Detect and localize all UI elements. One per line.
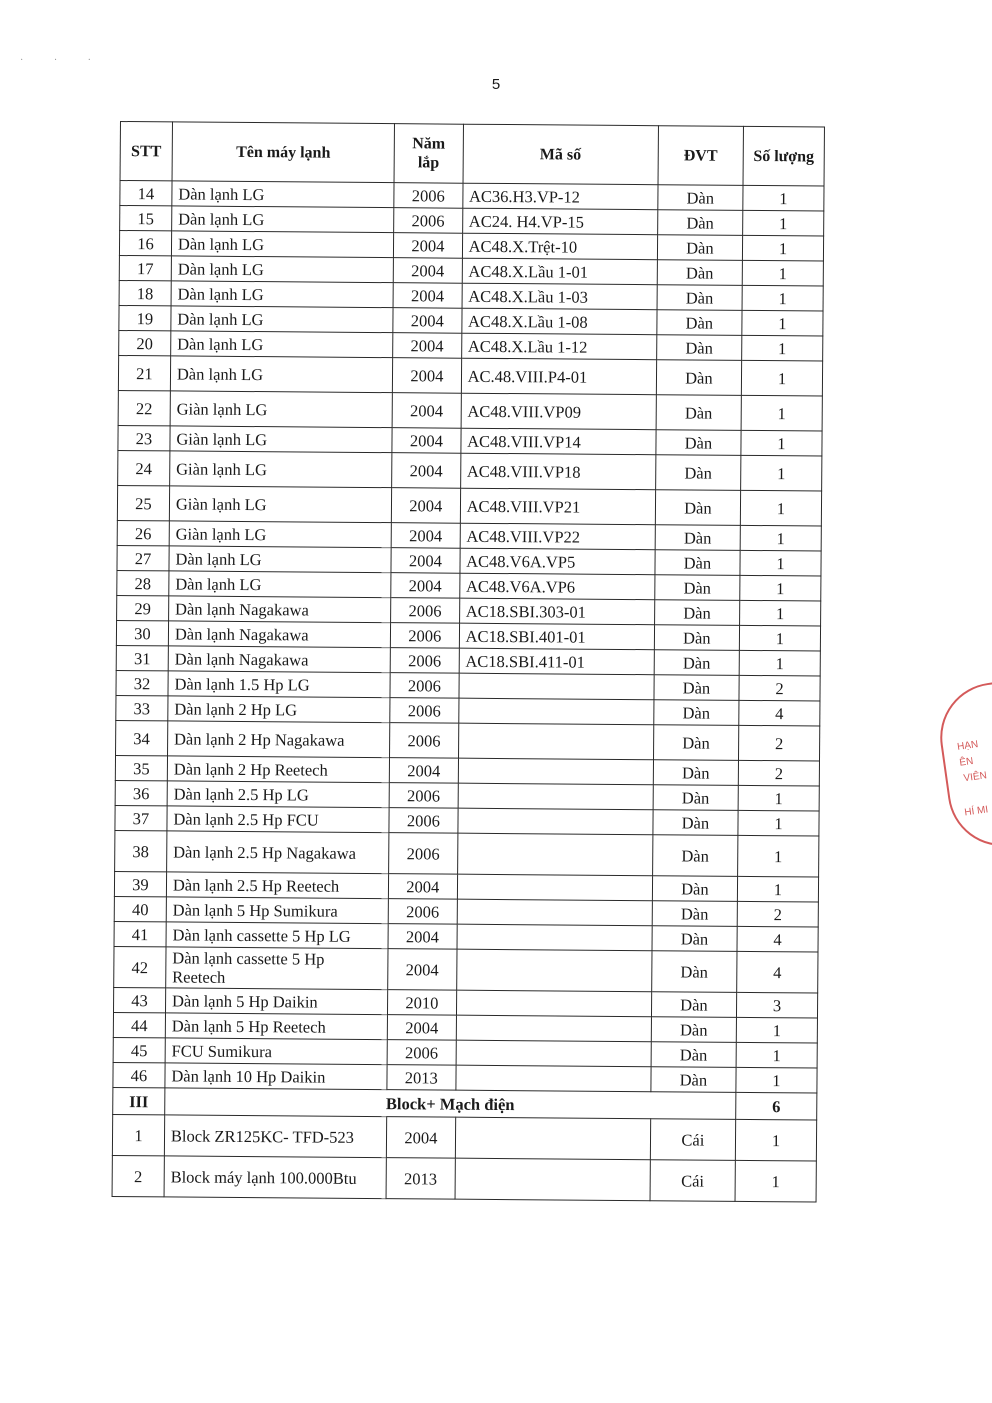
cell-name: Dàn lạnh LG xyxy=(169,571,391,598)
cell-name: Dàn lạnh 2.5 Hp Reetech xyxy=(166,872,388,899)
table-row xyxy=(112,1114,816,1161)
cell-unit: Dàn xyxy=(656,395,741,431)
cell-qty: 1 xyxy=(739,650,820,676)
cell-year: 2004 xyxy=(388,924,457,950)
header-name: Tên máy lạnh xyxy=(172,122,395,183)
cell-name: Dàn lạnh 2 Hp Reetech xyxy=(167,756,389,783)
cell-qty: 1 xyxy=(742,260,823,286)
cell-stt: 32 xyxy=(116,670,168,695)
cell-year: 2006 xyxy=(394,208,463,234)
cell-year: 2013 xyxy=(386,1158,455,1200)
cell-unit: Dàn xyxy=(652,901,737,927)
cell-code xyxy=(458,783,653,810)
cell-unit: Dàn xyxy=(652,951,737,993)
cell-name: Dàn lạnh LG xyxy=(171,331,393,358)
cell-stt: 24 xyxy=(118,450,170,485)
cell-qty: 1 xyxy=(741,395,822,431)
cell-name: Block máy lạnh 100.000Btu xyxy=(164,1156,387,1199)
cell-code: AC18.SBI.303-01 xyxy=(459,598,654,625)
cell-qty: 1 xyxy=(743,210,824,236)
cell-unit: Dàn xyxy=(657,285,742,311)
cell-qty: 1 xyxy=(738,835,819,877)
section-roman: III xyxy=(113,1087,165,1114)
cell-unit: Dàn xyxy=(651,1067,736,1093)
cell-stt: 40 xyxy=(114,896,166,921)
cell-code xyxy=(457,874,652,901)
cell-code xyxy=(458,698,653,725)
cell-code xyxy=(458,808,653,835)
cell-stt: 28 xyxy=(117,570,169,595)
cell-qty: 1 xyxy=(735,1119,816,1161)
cell-qty: 1 xyxy=(741,455,822,491)
cell-year: 2004 xyxy=(393,308,462,334)
cell-qty: 1 xyxy=(736,1017,817,1043)
cell-qty: 1 xyxy=(740,575,821,601)
section-title: Block+ Mạch điện xyxy=(165,1088,736,1119)
table-body xyxy=(113,181,824,1094)
cell-qty: 4 xyxy=(737,926,818,952)
cell-unit: Cái xyxy=(650,1119,735,1161)
cell-unit: Dàn xyxy=(653,725,738,761)
cell-name: Giàn lạnh LG xyxy=(170,451,392,488)
cell-stt: 26 xyxy=(117,520,169,545)
cell-code xyxy=(459,673,654,700)
cell-year: 2004 xyxy=(391,488,460,524)
cell-stt: 14 xyxy=(120,181,172,206)
cell-year: 2006 xyxy=(390,623,459,649)
cell-stt: 33 xyxy=(116,695,168,720)
cell-year: 2006 xyxy=(389,833,458,875)
cell-stt: 39 xyxy=(114,871,166,896)
cell-name: FCU Sumikura xyxy=(165,1038,387,1065)
cell-qty: 1 xyxy=(740,490,821,526)
cell-qty: 1 xyxy=(740,600,821,626)
cell-code xyxy=(456,990,651,1017)
cell-unit: Dàn xyxy=(654,600,739,626)
cell-year: 2006 xyxy=(387,1040,456,1066)
cell-unit: Cái xyxy=(650,1160,735,1202)
cell-name: Dàn lạnh LG xyxy=(171,306,393,333)
cell-year: 2004 xyxy=(392,453,461,489)
table-row xyxy=(118,450,822,491)
cell-name: Dàn lạnh 2.5 Hp Nagakawa xyxy=(167,831,390,874)
cell-code xyxy=(456,1015,651,1042)
cell-stt: 21 xyxy=(118,355,170,390)
cell-stt: 30 xyxy=(116,620,168,645)
cell-unit: Dàn xyxy=(654,650,739,676)
cell-year: 2004 xyxy=(394,233,463,259)
cell-stt: 36 xyxy=(115,780,167,805)
cell-name: Dàn lạnh LG xyxy=(169,546,391,573)
header-qty: Số lượng xyxy=(743,126,824,186)
red-seal-stamp xyxy=(933,675,992,853)
cell-code: AC48.X.Lầu 1-12 xyxy=(461,333,656,360)
table-row xyxy=(116,720,820,761)
table-row xyxy=(118,390,822,431)
cell-year: 2004 xyxy=(391,523,460,549)
cell-qty: 4 xyxy=(739,700,820,726)
cell-code: AC48.VIII.VP14 xyxy=(461,428,656,455)
table-row xyxy=(118,355,822,396)
cell-year: 2006 xyxy=(394,183,463,209)
cell-stt: 18 xyxy=(119,280,171,305)
cell-name: Dàn lạnh LG xyxy=(170,356,392,393)
cell-name: Dàn lạnh 2.5 Hp LG xyxy=(167,781,389,808)
cell-code: AC48.V6A.VP5 xyxy=(460,548,655,575)
cell-unit: Dàn xyxy=(653,760,738,786)
cell-qty: 2 xyxy=(737,901,818,927)
cell-stt: 22 xyxy=(118,390,170,425)
cell-stt: 38 xyxy=(115,830,167,871)
cell-year: 2004 xyxy=(391,548,460,574)
table-row xyxy=(112,1155,816,1202)
cell-stt: 17 xyxy=(119,255,171,280)
cell-stt: 1 xyxy=(112,1114,164,1155)
cell-unit: Dàn xyxy=(652,926,737,952)
cell-name: Dàn lạnh LG xyxy=(172,206,394,233)
cell-name: Dàn lạnh Nagakawa xyxy=(168,596,390,623)
cell-stt: 27 xyxy=(117,545,169,570)
cell-code: AC48.V6A.VP6 xyxy=(459,573,654,600)
stamp-text: ÊN xyxy=(958,755,975,769)
cell-unit: Dàn xyxy=(652,876,737,902)
cell-code: AC48.X.Lầu 1-01 xyxy=(462,258,657,285)
header-code: Mã số xyxy=(463,124,659,185)
cell-year: 2004 xyxy=(388,949,457,991)
page-number: 5 xyxy=(491,76,501,93)
cell-code xyxy=(456,949,652,992)
cell-year: 2004 xyxy=(392,358,461,394)
cell-name: Dàn lạnh LG xyxy=(171,231,393,258)
cell-year: 2006 xyxy=(390,723,459,759)
cell-name: Dàn lạnh cassette 5 Hp LG xyxy=(166,922,388,949)
cell-qty: 1 xyxy=(736,1042,817,1068)
table-row xyxy=(117,485,821,526)
cell-unit: Dàn xyxy=(657,310,742,336)
cell-name: Dàn lạnh 2 Hp LG xyxy=(168,696,390,723)
cell-qty: 1 xyxy=(742,285,823,311)
cell-unit: Dàn xyxy=(657,235,742,261)
cell-name: Dàn lạnh LG xyxy=(172,181,394,208)
cell-unit: Dàn xyxy=(656,430,741,456)
cell-unit: Dàn xyxy=(654,625,739,651)
scan-specks: · · · xyxy=(20,55,105,66)
cell-name: Dàn lạnh Nagakawa xyxy=(168,621,390,648)
cell-year: 2004 xyxy=(389,758,458,784)
cell-year: 2004 xyxy=(392,428,461,454)
cell-name: Dàn lạnh 5 Hp Sumikura xyxy=(166,897,388,924)
cell-year: 2004 xyxy=(392,393,461,429)
cell-code: AC.48.VIII.P4-01 xyxy=(461,358,656,395)
cell-qty: 2 xyxy=(738,725,819,761)
cell-qty: 1 xyxy=(736,1067,817,1093)
cell-year: 2006 xyxy=(391,598,460,624)
cell-qty: 1 xyxy=(738,785,819,811)
cell-qty: 1 xyxy=(742,335,823,361)
cell-name: Dàn lạnh 5 Hp Reetech xyxy=(165,1013,387,1040)
cell-stt: 45 xyxy=(113,1037,165,1062)
cell-name: Dàn lạnh LG xyxy=(171,256,393,283)
cell-qty: 1 xyxy=(743,185,824,211)
cell-qty: 1 xyxy=(742,235,823,261)
table-header-row xyxy=(120,122,824,187)
stamp-text: HÍ MI xyxy=(963,804,989,819)
cell-qty: 4 xyxy=(737,951,818,993)
cell-code: AC48.VIII.VP18 xyxy=(460,453,655,490)
header-year: Năm lắp xyxy=(394,124,463,184)
cell-stt: 43 xyxy=(113,987,165,1012)
cell-stt: 29 xyxy=(117,595,169,620)
header-stt: STT xyxy=(120,122,172,181)
cell-code xyxy=(455,1158,651,1201)
cell-code: AC36.H3.VP-12 xyxy=(462,183,657,210)
cell-name: Giàn lạnh LG xyxy=(170,426,392,453)
stamp-text: VIÊN xyxy=(962,770,988,785)
cell-year: 2004 xyxy=(393,333,462,359)
cell-stt: 16 xyxy=(119,231,171,256)
cell-year: 2013 xyxy=(387,1065,456,1091)
cell-year: 2004 xyxy=(391,573,460,599)
cell-year: 2004 xyxy=(393,283,462,309)
cell-qty: 3 xyxy=(736,992,817,1018)
cell-unit: Dàn xyxy=(657,210,742,236)
cell-unit: Dàn xyxy=(655,490,740,526)
air-conditioner-inventory-table xyxy=(112,121,825,1203)
cell-code: AC18.SBI.411-01 xyxy=(459,648,654,675)
cell-qty: 2 xyxy=(738,760,819,786)
cell-unit: Dàn xyxy=(655,575,740,601)
cell-code xyxy=(455,1117,651,1160)
cell-name: Giàn lạnh LG xyxy=(169,486,391,523)
cell-code: AC48.X.Lầu 1-03 xyxy=(462,283,657,310)
cell-name: Dàn lạnh 2 Hp Nagakawa xyxy=(167,721,389,758)
cell-stt: 31 xyxy=(116,645,168,670)
stamp-text: HẠN xyxy=(956,739,979,753)
cell-code: AC48.VIII.VP21 xyxy=(460,488,655,525)
cell-year: 2004 xyxy=(387,1015,456,1041)
cell-unit: Dàn xyxy=(655,550,740,576)
table-row xyxy=(115,830,819,877)
cell-year: 2004 xyxy=(393,258,462,284)
cell-name: Dàn lạnh 5 Hp Daikin xyxy=(165,988,387,1015)
cell-code xyxy=(456,1065,651,1092)
cell-name: Dàn lạnh LG xyxy=(171,281,393,308)
section-total: 6 xyxy=(736,1092,817,1120)
cell-qty: 1 xyxy=(739,625,820,651)
cell-year: 2006 xyxy=(389,808,458,834)
cell-qty: 1 xyxy=(741,430,822,456)
cell-stt: 34 xyxy=(116,720,168,755)
cell-unit: Dàn xyxy=(651,1017,736,1043)
cell-name: Giàn lạnh LG xyxy=(169,521,391,548)
cell-qty: 2 xyxy=(739,675,820,701)
cell-year: 2010 xyxy=(388,990,457,1016)
cell-unit: Dàn xyxy=(654,700,739,726)
cell-unit: Dàn xyxy=(655,455,740,491)
cell-code xyxy=(457,833,653,876)
cell-year: 2004 xyxy=(386,1117,455,1159)
table-row xyxy=(114,946,818,993)
cell-code: AC48.X.Lầu 1-08 xyxy=(461,308,656,335)
cell-stt: 15 xyxy=(120,206,172,231)
cell-code: AC48.VIII.VP09 xyxy=(461,393,656,430)
cell-unit: Dàn xyxy=(651,992,736,1018)
cell-unit: Dàn xyxy=(654,675,739,701)
cell-unit: Dàn xyxy=(653,785,738,811)
cell-qty: 1 xyxy=(737,876,818,902)
cell-stt: 46 xyxy=(113,1062,165,1087)
cell-name: Dàn lạnh 10 Hp Daikin xyxy=(165,1063,387,1090)
cell-stt: 23 xyxy=(118,425,170,450)
cell-year: 2006 xyxy=(388,899,457,925)
cell-year: 2006 xyxy=(390,673,459,699)
header-unit: ĐVT xyxy=(658,126,744,186)
cell-name: Dàn lạnh 1.5 Hp LG xyxy=(168,671,390,698)
cell-stt: 20 xyxy=(119,330,171,355)
cell-code: AC48.X.Trệt-10 xyxy=(462,233,657,260)
cell-year: 2006 xyxy=(390,698,459,724)
cell-unit: Dàn xyxy=(657,260,742,286)
cell-year: 2006 xyxy=(390,648,459,674)
cell-unit: Dàn xyxy=(656,360,741,396)
cell-unit: Dàn xyxy=(652,835,737,877)
cell-name: Dàn lạnh 2.5 Hp FCU xyxy=(167,806,389,833)
section-body xyxy=(112,1114,817,1202)
cell-qty: 1 xyxy=(738,810,819,836)
cell-qty: 1 xyxy=(740,525,821,551)
cell-unit: Dàn xyxy=(655,525,740,551)
cell-stt: 41 xyxy=(114,921,166,946)
cell-year: 2006 xyxy=(389,783,458,809)
cell-stt: 42 xyxy=(114,946,166,987)
cell-code: AC24. H4.VP-15 xyxy=(462,208,657,235)
cell-stt: 19 xyxy=(119,305,171,330)
cell-stt: 44 xyxy=(113,1012,165,1037)
cell-code xyxy=(458,723,653,760)
cell-stt: 37 xyxy=(115,805,167,830)
cell-code xyxy=(456,1040,651,1067)
cell-unit: Dàn xyxy=(658,185,743,211)
cell-qty: 1 xyxy=(741,360,822,396)
cell-stt: 2 xyxy=(112,1155,164,1196)
cell-name: Dàn lạnh Nagakawa xyxy=(168,646,390,673)
cell-unit: Dàn xyxy=(651,1042,736,1068)
cell-unit: Dàn xyxy=(653,810,738,836)
cell-qty: 1 xyxy=(740,550,821,576)
cell-unit: Dàn xyxy=(656,335,741,361)
cell-code xyxy=(457,899,652,926)
cell-code xyxy=(457,924,652,951)
cell-name: Block ZR125KC- TFD-523 xyxy=(164,1115,387,1158)
cell-code: AC48.VIII.VP22 xyxy=(460,523,655,550)
cell-stt: 35 xyxy=(115,755,167,780)
cell-code: AC18.SBI.401-01 xyxy=(459,623,654,650)
cell-year: 2004 xyxy=(389,874,458,900)
cell-qty: 1 xyxy=(742,310,823,336)
cell-qty: 1 xyxy=(735,1160,816,1202)
cell-name: Giàn lạnh LG xyxy=(170,391,392,428)
cell-code xyxy=(458,758,653,785)
cell-name: Dàn lạnh cassette 5 Hp Reetech xyxy=(166,947,389,990)
cell-stt: 25 xyxy=(117,485,169,520)
